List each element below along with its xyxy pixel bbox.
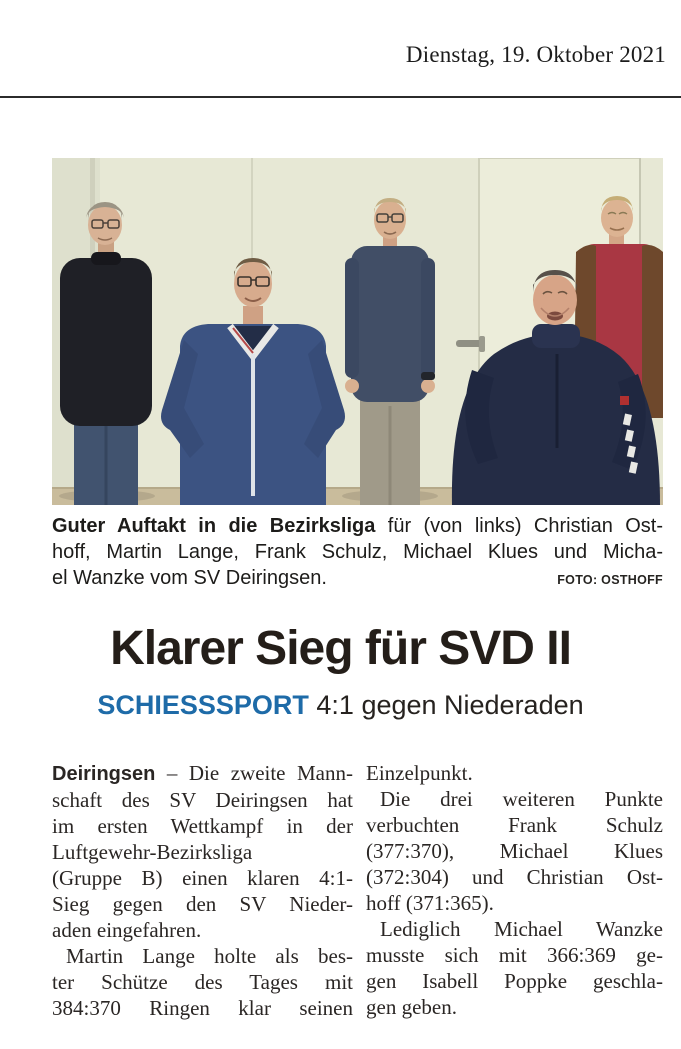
kicker: SCHIESSSPORT (97, 690, 309, 720)
text-line: Luftgewehr-Bezirksliga (52, 840, 253, 864)
article-column-left (52, 760, 353, 1021)
text-line: gen Isabell Poppke geschla- (366, 969, 663, 993)
text-line: gen geben. (366, 995, 457, 1019)
text-line: ter Schütze des Tages mit (52, 970, 353, 994)
text-line: Einzelpunkt. (366, 761, 473, 785)
text-line: (372:304) und Christian Ost- (366, 865, 663, 889)
text-line: hoff, Martin Lange, Frank Schulz, Michael Klues und Micha- (52, 541, 663, 563)
text-line: Guter Auftakt in die Bezirksliga für (von links) Christian Ost- (52, 515, 663, 537)
text-line: Sieg gegen den SV Nieder- (52, 892, 353, 916)
text-line: im ersten Wettkampf in der (52, 814, 353, 838)
page-date: Dienstag, 19. Oktober 2021 (405, 42, 666, 67)
text-line: schaft des SV Deiringsen hat (52, 788, 353, 812)
text-line: el Wanzke vom SV Deiringsen. FOTO: OSTHOFF (52, 565, 663, 593)
team-photo-graphic (52, 158, 663, 505)
article-column-right (366, 760, 663, 1020)
text-line: hoff (371:365). (366, 891, 494, 915)
text-line: Die drei weiteren Punkte (380, 787, 663, 811)
door-handle (456, 340, 483, 347)
text-line: musste sich mit 366:369 ge- (366, 943, 663, 967)
headline: Klarer Sieg für SVD II (110, 622, 571, 675)
text-line: (Gruppe B) einen klaren 4:1- (52, 866, 353, 890)
photo-caption (52, 513, 663, 593)
photo-credit: FOTO: OSTHOFF (557, 573, 663, 587)
text-line: Deiringsen – Die zweite Mann- (52, 761, 353, 785)
text-line: (377:370), Michael Klues (366, 839, 663, 863)
text-line: verbuchten Frank Schulz (366, 813, 663, 837)
text-line: 384:370 Ringen klar seinen (52, 996, 353, 1020)
text-line: Martin Lange holte als bes- (66, 944, 353, 968)
subheadline-text: 4:1 gegen Niederaden (308, 690, 584, 720)
text-line: aden eingefahren. (52, 918, 202, 942)
text-line: Lediglich Michael Wanzke (380, 917, 663, 941)
subheadline (0, 688, 681, 722)
team-photo (52, 158, 663, 505)
header-rule (0, 96, 681, 98)
